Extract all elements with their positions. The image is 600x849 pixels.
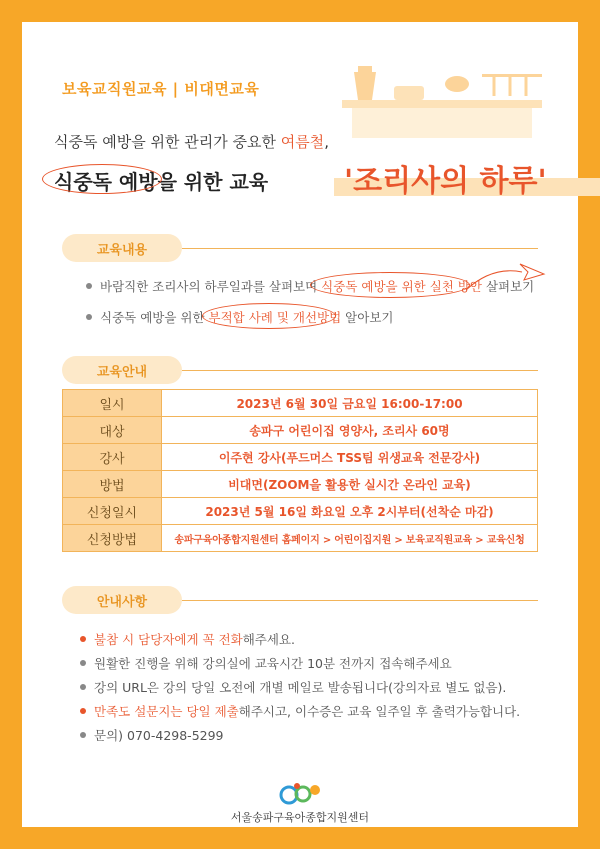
org-name: 서울송파구육아종합지원센터 [230, 811, 370, 824]
paper-plane-icon [462, 256, 552, 296]
section-pill-info: 교육안내 [62, 356, 182, 384]
bullet-icon [80, 684, 86, 690]
table-row: 강사 이주현 강사(푸드머스 TSS팀 위생교육 전문강사) [63, 444, 538, 471]
divider [182, 370, 538, 371]
list-item: 원활한 진행을 위해 강의실에 교육시간 10분 전까지 접속해주세요 [80, 654, 452, 672]
list-item: 강의 URL은 강의 당일 오전에 개별 메일로 발송됩니다(강의자료 별도 없음). [80, 678, 506, 696]
divider [182, 600, 538, 601]
center-logo-icon [277, 780, 323, 808]
eyebrow-text: 보육교직원교육 | 비대면교육 [62, 80, 260, 98]
list-item: 바람직한 조리사의 하루일과를 살펴보며 식중독 예방을 위한 실천 방안 살펴보기 [86, 277, 534, 295]
flyer [22, 22, 578, 827]
table-row: 방법 비대면(ZOOM을 활용한 실시간 온라인 교육) [63, 471, 538, 498]
page-title: 식중독 예방을 위한 교육 [54, 170, 269, 194]
bullet-icon [80, 732, 86, 738]
divider [182, 248, 538, 249]
highlight-oval [202, 303, 336, 329]
subtitle: 식중독 예방을 위한 관리가 중요한 여름철, [54, 133, 329, 151]
table-row: 대상 송파구 어린이집 영양사, 조리사 60명 [63, 417, 538, 444]
kitchen-illustration [332, 62, 562, 142]
bullet-icon [80, 708, 86, 714]
table-row: 일시 2023년 6월 30일 금요일 16:00-17:00 [63, 390, 538, 417]
info-table [62, 389, 538, 552]
bullet-icon [80, 660, 86, 666]
table-row: 신청방법 송파구육아종합지원센터 홈페이지 > 어린이집지원 > 보육교직원교육 > 교육신청 [63, 525, 538, 552]
list-item: 불참 시 담당자에게 꼭 전화해주세요. [80, 630, 295, 648]
list-item: 문의) 070-4298-5299 [80, 726, 224, 744]
list-item: 식중독 예방을 위한 부적합 사례 및 개선방법 알아보기 [86, 308, 393, 326]
highlight-oval [42, 164, 162, 194]
course-title: '조리사의 하루' [344, 164, 547, 199]
section-pill-notice: 안내사항 [62, 586, 182, 614]
section-pill-content: 교육내용 [62, 234, 182, 262]
table-row: 신청일시 2023년 5월 16일 화요일 오후 2시부터(선착순 마감) [63, 498, 538, 525]
list-item: 만족도 설문지는 당일 제출해주시고, 이수증은 교육 일주일 후 출력가능합니다. [80, 702, 520, 720]
bullet-icon [86, 283, 92, 289]
highlight-oval [310, 272, 470, 298]
bullet-icon [86, 314, 92, 320]
bullet-icon [80, 636, 86, 642]
